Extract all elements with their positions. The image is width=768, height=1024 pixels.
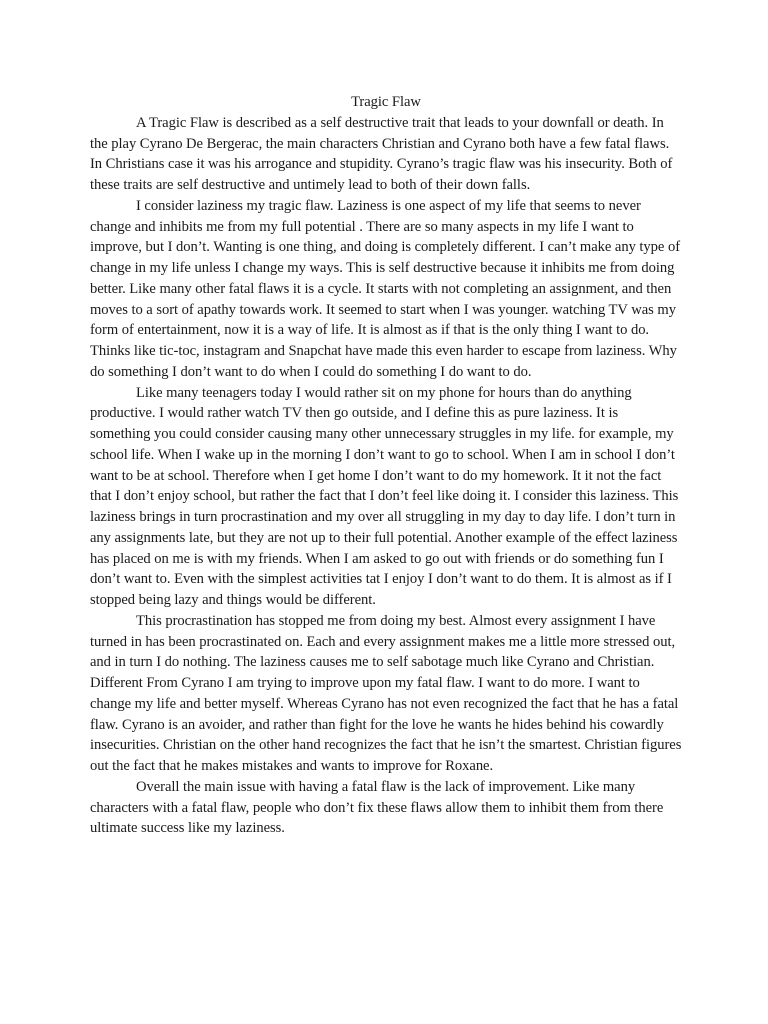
paragraph-intro: A Tragic Flaw is described as a self destructive trait that leads to your downfall or death. In the play Cyrano De Bergerac, the main characters Christian and Cyrano both have a few fatal flaws. In Christians case it was his arrogance and stupidity. Cyrano’s tragic flaw was his insecurity. Both of these traits are self destructive and untimely lead to both of their down falls. [90, 114, 673, 193]
paragraph-laziness: I consider laziness my tragic flaw. Laziness is one aspect of my life that seems to never change and inhibits me from my full potential . There are so many aspects in my life I want to improve, but I don’t. Wanting is one thing, and doing is completely different. I can’t make any type of change in my life unless I change my ways. This is self destructive because it inhibits me from doing better. Like many other fatal flaws it is a cycle. It starts with not completing an assignment, and then moves to a sort of apathy towards work. It seemed to start when I was younger. watching TV was my form of entertainment, now it is a way of life. It is almost as if that is the only thing I want to do. Thinks like tic-toc, instagram and Snapchat have made this even harder to escape from laziness. Why do something I don’t want to do when I could do something I do want to do. [90, 197, 681, 380]
paragraph-procrastination: This procrastination has stopped me from doing my best. Almost every assignment I have turned in has been procrastinated on. Each and every assignment makes me a little more stressed out, and in turn I do nothing. The laziness causes me to self sabotage much like Cyrano and Christian. Different From Cyrano I am trying to improve upon my fatal flaw. I want to do more. I want to change my life and better myself. Whereas Cyrano has not even recognized the fact that he has a fatal flaw. Cyrano is an avoider, and rather than fight for the love he wants he hides behind his cowardly insecurities. Christian on the other hand recognizes the fact that he isn’t the smartest. Christian figures out the fact that he makes mistakes and wants to improve for Roxane. [90, 612, 682, 774]
paragraph-teenagers: Like many teenagers today I would rather sit on my phone for hours than do anything productive. I would rather watch TV then go outside, and I define this as pure laziness. It is something you could consider causing many other unnecessary struggles in my life. for example, my school life. When I wake up in the morning I don’t want to go to school. When I am in school I don’t want to be at school. Therefore when I get home I don’t want to do my homework. It it not the fact that I don’t enjoy school, but rather the fact that I don’t feel like doing it. I consider this laziness. This laziness brings in turn procrastination and my over all struggling in my day to day life. I don’t turn in any assignments late, but they are not up to their full potential. Another example of the effect laziness has placed on me is with my friends. When I am asked to go out with friends or do something fun I don’t want to. Even with the simplest activities tat I enjoy I don’t want to do them. It is almost as if I stopped being lazy and things would be different. [90, 384, 679, 608]
paragraph-conclusion: Overall the main issue with having a fatal flaw is the lack of improvement. Like many characters with a fatal flaw, people who don’t fix these flaws allow them to inhibit them from there ultimate success like my laziness. [90, 778, 664, 837]
document-page [90, 92, 682, 839]
document-title: Tragic Flaw [351, 94, 421, 110]
